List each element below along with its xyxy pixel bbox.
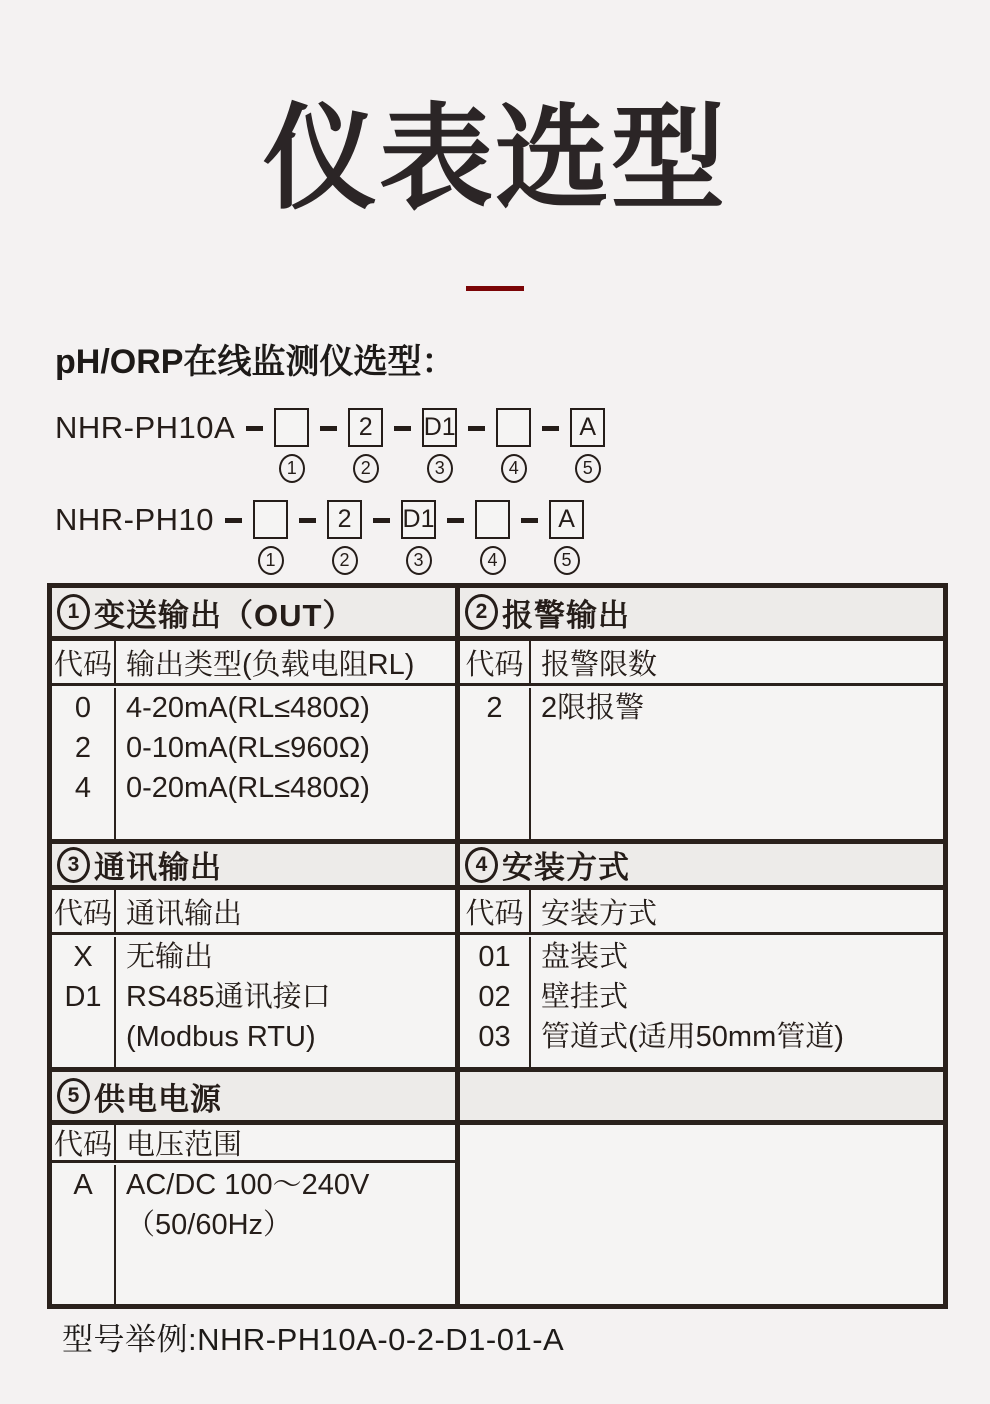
section-number-circle: 3 <box>57 847 90 883</box>
code-value: X <box>73 941 93 973</box>
section-title: 通讯输出 <box>94 850 222 885</box>
selection-table <box>47 583 948 1309</box>
desc-value: 管道式(适用50mm管道) <box>541 1021 844 1053</box>
column-header-row <box>460 641 943 686</box>
selection-heading: pH/ORP在线监测仪选型： <box>55 343 456 381</box>
option-slot-1 <box>274 408 309 483</box>
section-header-mounting-style <box>460 844 943 890</box>
section-number-circle: 1 <box>57 594 90 630</box>
option-box: D1 <box>422 408 457 447</box>
desc-values <box>116 1165 455 1304</box>
option-box: 2 <box>327 500 362 539</box>
desc-value: 盘装式 <box>541 941 629 973</box>
code-value: 2 <box>74 732 92 764</box>
section-header-alarm-output <box>460 588 943 641</box>
dash-separator <box>299 500 316 540</box>
desc-value: AC/DC 100～240V <box>126 1169 370 1201</box>
position-number-circle: 3 <box>406 546 432 575</box>
dash-separator <box>246 408 263 448</box>
code-column-header: 代码 <box>460 641 531 683</box>
desc-column-header: 输出类型(负载电阻RL) <box>126 648 415 681</box>
section-title: 报警输出 <box>502 597 630 633</box>
desc-values <box>116 937 455 1067</box>
option-box: A <box>570 408 605 447</box>
section-header-power-supply <box>52 1072 455 1125</box>
position-number-circle: 1 <box>258 546 284 575</box>
option-box: A <box>549 500 584 539</box>
desc-value: 2限报警 <box>541 692 645 724</box>
dash-separator <box>320 408 337 448</box>
column-header-row <box>460 890 943 935</box>
table-data-section-4 <box>460 935 943 1072</box>
code-values <box>52 937 116 1067</box>
code-column-header: 代码 <box>52 1125 116 1160</box>
option-slot-4 <box>475 500 510 575</box>
dash-separator <box>468 408 485 448</box>
code-value: 01 <box>478 941 511 973</box>
desc-values <box>531 937 943 1067</box>
code-values <box>460 688 531 839</box>
desc-value: 壁挂式 <box>541 981 629 1013</box>
code-column-header: 代码 <box>460 890 531 932</box>
position-number-circle: 4 <box>501 454 527 483</box>
dash-separator <box>225 500 242 540</box>
position-number-circle: 2 <box>332 546 358 575</box>
code-value: D1 <box>64 981 102 1013</box>
position-number-circle: 2 <box>353 454 379 483</box>
position-number-circle: 5 <box>554 546 580 575</box>
option-box: 2 <box>348 408 383 447</box>
code-value <box>52 1017 114 1057</box>
section-title: 供电电源 <box>94 1081 222 1117</box>
desc-value: 0-10mA(RL≤960Ω) <box>126 732 370 764</box>
position-number-circle: 1 <box>279 454 305 483</box>
table-data-section-2 <box>460 686 943 844</box>
table-data-section-1 <box>52 686 455 844</box>
code-value: A <box>73 1169 93 1201</box>
position-number-circle: 3 <box>427 454 453 483</box>
desc-column-header: 报警限数 <box>541 648 658 681</box>
section-number-circle: 4 <box>465 847 498 883</box>
desc-values <box>116 688 455 839</box>
position-number-circle: 4 <box>480 546 506 575</box>
code-column-header: 代码 <box>52 641 116 683</box>
desc-column-header: 安装方式 <box>541 897 658 930</box>
section-number-circle: 5 <box>57 1078 90 1114</box>
option-box <box>475 500 510 539</box>
model-diagram-nhr-ph10a <box>55 408 605 483</box>
code-value: 4 <box>74 772 92 804</box>
option-slot-4 <box>496 408 531 483</box>
section-title: 变送输出（OUT） <box>94 597 355 633</box>
table-data-section-3 <box>52 935 455 1072</box>
column-header-row <box>52 890 455 935</box>
dash-separator <box>542 408 559 448</box>
empty-cell <box>460 1125 943 1304</box>
table-right-half <box>460 588 943 1304</box>
code-column-header: 代码 <box>52 890 116 932</box>
desc-value: RS485通讯接口 <box>126 981 331 1013</box>
code-values <box>52 688 116 839</box>
section-number-circle: 2 <box>465 594 498 630</box>
option-slot-2 <box>348 408 383 483</box>
code-value <box>52 1205 114 1245</box>
desc-value: 无输出 <box>126 941 214 973</box>
desc-values <box>531 688 943 839</box>
option-slot-3 <box>401 500 436 575</box>
code-values <box>460 937 531 1067</box>
option-slot-2 <box>327 500 362 575</box>
desc-column-header: 通讯输出 <box>126 897 243 930</box>
code-values <box>52 1165 116 1304</box>
position-number-circle: 5 <box>575 454 601 483</box>
model-name: NHR-PH10 <box>55 502 215 537</box>
table-data-section-5 <box>52 1163 455 1304</box>
option-slot-1 <box>253 500 288 575</box>
code-value: 2 <box>486 692 503 724</box>
page-title: 仪表选型 <box>262 96 727 223</box>
option-box <box>253 500 288 539</box>
model-example-text: 型号举例:NHR-PH10A-0-2-D1-01-A <box>62 1322 565 1357</box>
option-slot-5 <box>570 408 605 483</box>
empty-header-cell <box>460 1072 943 1125</box>
column-header-row <box>52 641 455 686</box>
dash-separator <box>394 408 411 448</box>
option-box <box>274 408 309 447</box>
dash-separator <box>447 500 464 540</box>
code-value: 02 <box>478 981 511 1013</box>
dash-separator <box>373 500 390 540</box>
table-left-half <box>52 588 460 1304</box>
section-title: 安装方式 <box>502 850 630 885</box>
option-box: D1 <box>401 500 436 539</box>
desc-value: （50/60Hz） <box>126 1209 293 1241</box>
desc-value: 0-20mA(RL≤480Ω) <box>126 772 370 804</box>
model-name: NHR-PH10A <box>55 410 236 445</box>
model-diagram-nhr-ph10 <box>55 500 584 575</box>
column-header-row <box>52 1125 455 1163</box>
code-value: 0 <box>74 692 92 724</box>
section-header-communication-output <box>52 844 455 890</box>
dash-separator <box>521 500 538 540</box>
title-divider <box>466 286 524 291</box>
section-header-transmission-output <box>52 588 455 641</box>
option-box <box>496 408 531 447</box>
option-slot-5 <box>549 500 584 575</box>
desc-value: 4-20mA(RL≤480Ω) <box>126 692 370 724</box>
code-value: 03 <box>478 1021 511 1053</box>
desc-value: (Modbus RTU) <box>126 1021 316 1053</box>
desc-column-header: 电压范围 <box>126 1129 243 1160</box>
option-slot-3 <box>422 408 457 483</box>
